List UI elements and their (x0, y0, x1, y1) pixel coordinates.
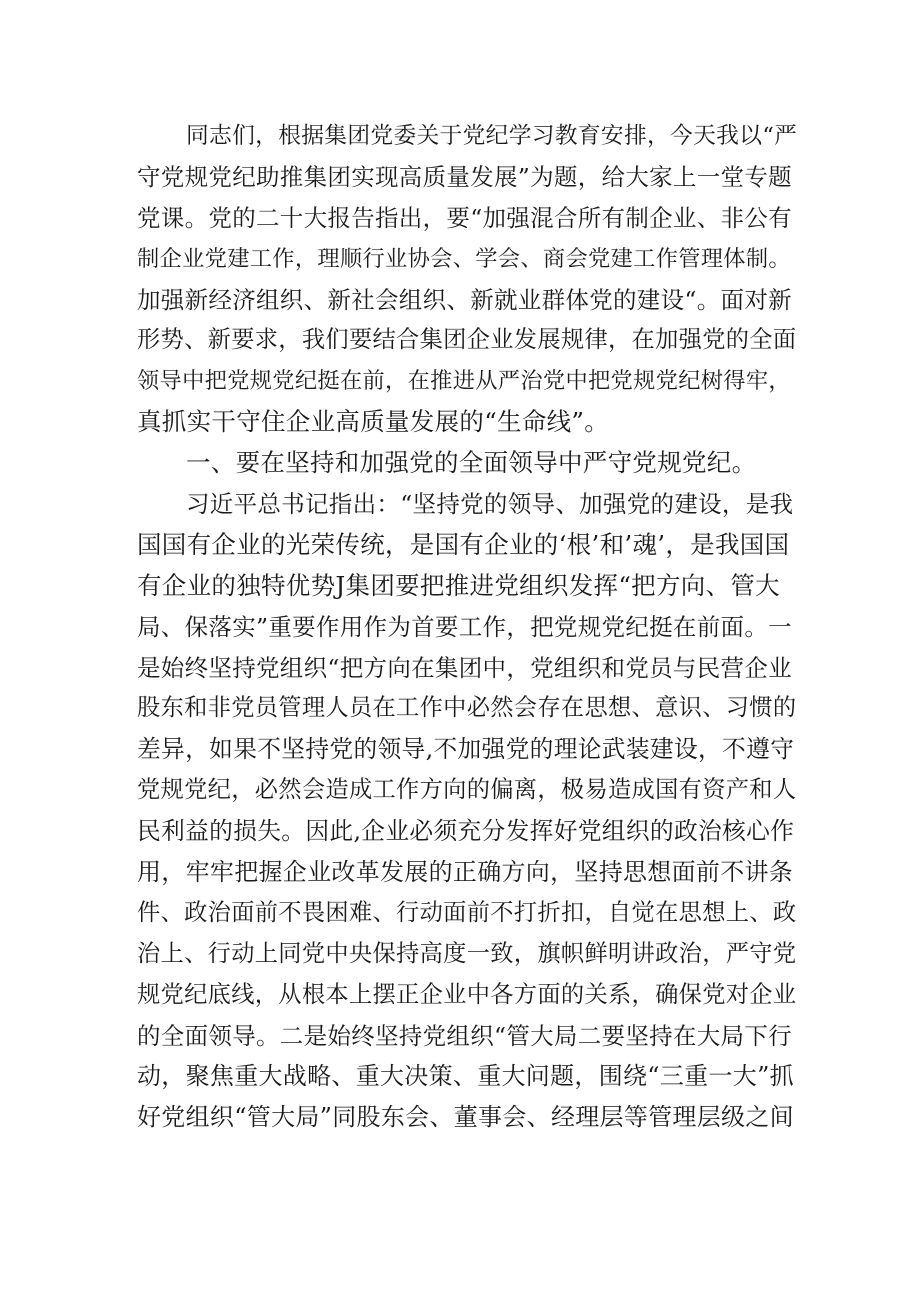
text-line: 用，牢牢把握企业改革发展的正确方向，坚持思想面前不讲条 (137, 858, 794, 887)
text-line: 规党纪底线，从根本上摆正企业中各方面的关系，确保党对企业 (137, 980, 797, 1008)
text-line: 好党组织“管大局”同股东会、董事会、经理层等管理层级之间 (137, 1103, 794, 1132)
text-line: 治上、行动上同党中央保持高度一致，旗帜鲜明讲政治，严守党 (137, 939, 797, 967)
text-line: 形势、新要求，我们要结合集团企业发展规律，在加强党的全面 (137, 326, 797, 354)
text-line: 的全面领导。二是始终坚持党组织“管大局二要坚持在大局下行 (137, 1021, 792, 1050)
text-line: 民利益的损失。因此,企业必须充分发挥好党组织的政治核心作 (137, 817, 795, 846)
text-line: 守党规党纪助推集团实现高质量发展”为题，给大家上一堂专题 (137, 162, 792, 191)
text-line: 有企业的独特优势J集团要把推进党组织发挥“把方向、管大 (137, 570, 780, 600)
text-line: 国国有企业的光荣传统，是国有企业的‘根’和’魂’，是我国国 (137, 529, 790, 559)
text-line: 是始终坚持党组织“把方向在集团中，党组织和党员与民营企业 (137, 653, 792, 682)
text-line: 差异，如果不坚持党的领导,不加强党的理论武装建设，不遵守 (137, 735, 795, 764)
text-line: 党规党纪，必然会造成工作方向的偏离，极易造成国有资产和人 (137, 776, 797, 804)
body-text (137, 116, 798, 1138)
text-line: 件、政治面前不畏困难、行动面前不打折扣，自觉在思想上、政 (137, 898, 797, 926)
text-line: 制企业党建工作，理顺行业协会、学会、商会党建工作管理体制。 (137, 245, 791, 272)
text-line: 领导中把党规党纪挺在前，在推进从严治党中把党规党纪树得牢， (137, 368, 791, 395)
text-line: 股东和非党员管理人员在工作中必然会存在思想、意识、习惯的 (137, 694, 797, 722)
text-line: 动，聚焦重大战略、重大决策、重大问题，围绕“三重一大”抓 (137, 1062, 794, 1091)
text-line: 一、要在坚持和加强党的全面领导中严守党规党纪。 (186, 448, 757, 478)
text-line: 党课。党的二十大报告指出，要“加强混合所有制企业、非公有 (137, 203, 792, 232)
text-line: 同志们，根据集团党委关于党纪学习教育安排，今天我以“严 (186, 123, 798, 149)
text-line: 局、保落实”重要作用作为首要工作，把党规党纪挺在前面。一 (137, 612, 792, 641)
text-line: 加强新经济组织、新社会组织、新就业群体党的建设“。面对新 (137, 285, 792, 314)
text-line: 真抓实干守住企业高质量发展的“生命线”。 (137, 407, 610, 437)
text-line: 习近平总书记指出：“坚持党的领导、加强党的建设，是我 (186, 490, 794, 519)
